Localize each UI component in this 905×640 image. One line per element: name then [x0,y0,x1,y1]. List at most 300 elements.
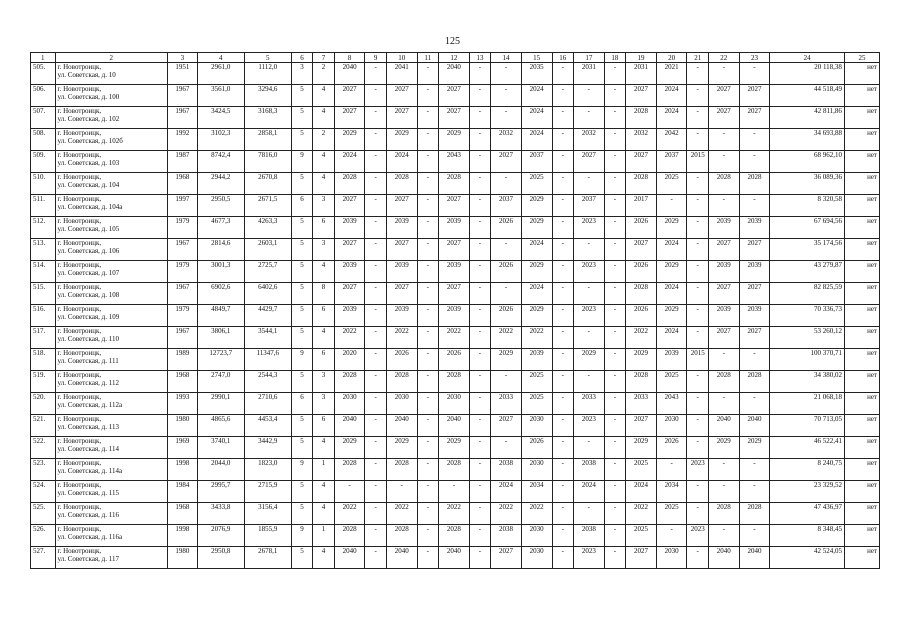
data-cell: - [365,129,386,151]
data-cell: 2040 [334,415,365,437]
data-cell: 2671,5 [244,195,291,217]
data-cell: 2030 [334,393,365,415]
data-cell: 2034 [521,481,552,503]
data-cell: 2029 [521,305,552,327]
data-cell: - [469,283,490,305]
data-cell: - [604,217,625,239]
data-cell: - [604,349,625,371]
data-cell: 2038 [491,525,522,547]
data-cell: 2029 [334,437,365,459]
address-cell [55,415,168,437]
status-cell: нет [844,547,879,569]
data-cell: 2022 [626,327,657,349]
data-cell: 2029 [521,195,552,217]
data-cell: 2814,6 [197,239,244,261]
data-cell: 2038 [491,459,522,481]
data-cell: 2025 [626,459,657,481]
data-cell: 2040 [334,63,365,85]
data-cell: - [739,151,770,173]
data-cell: - [604,437,625,459]
data-cell: 2029 [626,349,657,371]
table-row [31,195,880,217]
data-cell: 2032 [626,129,657,151]
data-cell: - [469,129,490,151]
data-cell: - [469,349,490,371]
data-cell: 2022 [521,327,552,349]
data-cell: - [604,503,625,525]
data-cell: 2026 [656,437,687,459]
amount-cell: 82 825,59 [770,283,845,305]
data-cell: - [573,239,604,261]
data-cell: 2027 [739,107,770,129]
data-cell: 2028 [439,525,470,547]
address-cell [55,217,168,239]
data-cell: 2022 [491,327,522,349]
address-city: г. Новотроицк, [57,393,102,401]
data-cell: 1993 [168,393,198,415]
table-row [31,459,880,481]
data-cell: - [552,327,573,349]
data-cell: - [604,305,625,327]
data-cell: 2026 [491,261,522,283]
address-cell [55,63,168,85]
data-cell: 2950,8 [197,547,244,569]
data-cell: - [365,349,386,371]
column-header: 5 [244,53,291,63]
address-city: г. Новотроицк, [57,85,102,93]
data-cell: - [573,327,604,349]
data-cell: - [604,85,625,107]
data-cell: 6402,6 [244,283,291,305]
address-street: ул. Советская, д. 100 [57,93,120,101]
data-cell: 2022 [439,327,470,349]
data-cell: 2029 [521,261,552,283]
data-cell: 1823,0 [244,459,291,481]
data-cell: - [469,107,490,129]
row-number: 527. [31,547,56,569]
data-cell: 2028 [626,107,657,129]
data-cell: 4 [313,173,334,195]
table-row [31,217,880,239]
data-cell: 2039 [334,217,365,239]
address-street: ул. Советская, д. 103 [57,159,120,167]
data-cell: 2017 [626,195,657,217]
data-cell: - [365,481,386,503]
amount-cell: 42 811,86 [770,107,845,129]
column-header: 18 [604,53,625,63]
data-cell: - [417,481,438,503]
table-row [31,261,880,283]
data-cell: - [469,327,490,349]
address-cell [55,195,168,217]
data-cell: 2028 [334,173,365,195]
address-cell [55,327,168,349]
data-cell: 2028 [708,371,739,393]
data-cell: 2678,1 [244,547,291,569]
data-cell: - [552,107,573,129]
data-cell: - [739,525,770,547]
data-cell: 2024 [656,239,687,261]
data-cell: - [491,239,522,261]
data-cell: - [365,85,386,107]
status-cell: нет [844,239,879,261]
data-cell: 2040 [386,547,417,569]
data-cell: - [469,85,490,107]
data-cell: 2026 [439,349,470,371]
data-cell: 1979 [168,261,198,283]
data-cell: - [552,371,573,393]
address-cell [55,525,168,547]
column-header: 21 [687,53,708,63]
data-cell: 2039 [739,305,770,327]
data-cell: 2038 [573,525,604,547]
data-cell: 2027 [386,85,417,107]
data-cell: 2028 [439,173,470,195]
data-cell: 2033 [573,393,604,415]
data-cell: 5 [291,261,312,283]
data-cell: - [573,85,604,107]
data-cell: 2028 [739,173,770,195]
data-cell: 1989 [168,349,198,371]
data-cell: - [417,371,438,393]
data-cell: 2024 [521,107,552,129]
data-cell: 2039 [386,261,417,283]
data-cell: - [708,151,739,173]
data-cell: 2040 [708,547,739,569]
data-cell: 2670,8 [244,173,291,195]
data-cell: - [469,63,490,85]
data-cell: - [552,217,573,239]
data-cell: 2039 [334,305,365,327]
data-cell: 1984 [168,481,198,503]
data-cell: - [469,173,490,195]
data-cell: 2029 [626,437,657,459]
status-cell: нет [844,525,879,547]
data-cell: 5 [291,129,312,151]
column-header: 1 [31,53,56,63]
data-cell: 2039 [386,217,417,239]
table-row [31,525,880,547]
data-cell: 2037 [491,195,522,217]
data-cell: - [552,305,573,327]
data-cell: 2029 [439,437,470,459]
data-cell: 2037 [573,195,604,217]
data-cell: 2022 [439,503,470,525]
data-cell: 2025 [521,173,552,195]
data-cell: 2950,5 [197,195,244,217]
data-cell: - [417,393,438,415]
status-cell: нет [844,151,879,173]
data-cell: - [552,349,573,371]
data-cell: - [365,503,386,525]
address-street: ул. Советская, д. 105 [57,225,120,233]
amount-cell: 42 524,05 [770,547,845,569]
data-cell: 4 [313,151,334,173]
status-cell: нет [844,195,879,217]
data-cell: 2026 [491,305,522,327]
data-cell: 2725,7 [244,261,291,283]
data-cell: 2026 [626,217,657,239]
data-cell: 6 [313,415,334,437]
data-cell: 2042 [656,129,687,151]
data-cell: 1951 [168,63,198,85]
data-cell: - [604,371,625,393]
data-cell: 5 [291,437,312,459]
address-street: ул. Советская, д. 109 [57,313,120,321]
data-cell: 3 [291,63,312,85]
address-city: г. Новотроицк, [57,349,102,357]
data-cell: 2040 [739,415,770,437]
data-cell: 2039 [739,261,770,283]
address-city: г. Новотроицк, [57,129,102,137]
data-cell: 1967 [168,85,198,107]
data-cell: 6 [313,349,334,371]
data-cell: 2030 [521,547,552,569]
data-cell: - [491,437,522,459]
amount-cell: 34 693,88 [770,129,845,151]
data-cell: 2035 [521,63,552,85]
table-row [31,151,880,173]
data-cell: 2028 [386,459,417,481]
column-header: 2 [55,53,168,63]
data-cell: 3424,5 [197,107,244,129]
address-street: ул. Советская, д. 106 [57,247,120,255]
data-cell: - [604,63,625,85]
address-city: г. Новотроицк, [57,151,102,159]
data-cell: 2027 [626,239,657,261]
data-cell: 1998 [168,525,198,547]
data-cell: 1 [313,459,334,481]
data-cell: 2028 [739,503,770,525]
data-cell: 2029 [739,437,770,459]
data-cell: - [687,371,708,393]
status-cell: нет [844,415,879,437]
data-cell: - [491,371,522,393]
data-cell: 2021 [656,63,687,85]
data-cell: 4 [313,547,334,569]
data-cell: - [417,107,438,129]
address-city: г. Новотроицк, [57,459,102,467]
data-cell: 2040 [739,547,770,569]
data-cell: 2027 [708,327,739,349]
table-row [31,547,880,569]
data-cell: - [469,503,490,525]
amount-cell: 8 348,45 [770,525,845,547]
address-city: г. Новотроицк, [57,305,102,313]
data-cell: - [386,481,417,503]
data-cell: 2022 [334,327,365,349]
data-cell: - [417,349,438,371]
data-cell: 2 [313,63,334,85]
data-cell: - [573,107,604,129]
data-cell: - [552,85,573,107]
data-cell: - [604,525,625,547]
data-cell: - [417,503,438,525]
address-cell [55,547,168,569]
data-cell: 2040 [334,547,365,569]
amount-cell: 34 380,02 [770,371,845,393]
data-cell: 2028 [626,173,657,195]
data-cell: 3442,9 [244,437,291,459]
data-cell: 5 [291,503,312,525]
data-cell: - [491,85,522,107]
data-cell: 1112,0 [244,63,291,85]
data-cell: - [687,547,708,569]
address-cell [55,459,168,481]
data-cell: - [573,371,604,393]
data-cell: 2028 [708,173,739,195]
column-header: 6 [291,53,312,63]
data-cell: 2715,9 [244,481,291,503]
data-cell: - [552,283,573,305]
data-cell: 2030 [656,547,687,569]
amount-cell: 46 522,41 [770,437,845,459]
status-cell: нет [844,129,879,151]
data-cell: 1979 [168,217,198,239]
data-cell: 1980 [168,547,198,569]
table-row [31,239,880,261]
address-street: ул. Советская, д. 116 [57,511,119,519]
address-street: ул. Советская, д. 102б [57,137,123,145]
status-cell: нет [844,459,879,481]
data-cell: - [573,503,604,525]
data-cell: - [365,371,386,393]
data-cell: - [365,525,386,547]
data-cell: 2027 [386,239,417,261]
data-cell: 2033 [626,393,657,415]
address-city: г. Новотроицк, [57,173,102,181]
data-cell: - [469,195,490,217]
data-cell: 2028 [708,503,739,525]
amount-cell: 53 260,12 [770,327,845,349]
data-cell: - [739,481,770,503]
amount-cell: 70 713,05 [770,415,845,437]
data-cell: 2030 [521,459,552,481]
data-cell: 2027 [739,239,770,261]
column-header: 19 [626,53,657,63]
data-cell: - [469,547,490,569]
data-cell: - [604,129,625,151]
data-cell: 2028 [386,371,417,393]
data-cell: - [469,393,490,415]
data-cell: 2023 [573,217,604,239]
data-cell: 4453,4 [244,415,291,437]
column-header: 24 [770,53,845,63]
data-cell: 3156,4 [244,503,291,525]
table-row [31,63,880,85]
data-cell: 2027 [491,547,522,569]
row-number: 507. [31,107,56,129]
data-cell: - [687,107,708,129]
data-cell: - [604,327,625,349]
data-cell: 2024 [386,151,417,173]
column-header: 17 [573,53,604,63]
data-cell: 2030 [521,415,552,437]
data-cell: - [552,261,573,283]
data-cell: 2029 [439,129,470,151]
data-cell: - [552,503,573,525]
data-cell: 5 [291,305,312,327]
address-city: г. Новотроицк, [57,239,102,247]
data-cell: 4849,7 [197,305,244,327]
data-cell: - [417,63,438,85]
data-cell: 5 [291,85,312,107]
table-row [31,283,880,305]
data-cell: - [469,525,490,547]
data-cell: - [469,415,490,437]
data-cell: 2025 [521,393,552,415]
data-cell: - [439,481,470,503]
data-cell: - [604,173,625,195]
row-number: 508. [31,129,56,151]
data-cell: 5 [291,415,312,437]
data-cell: 2027 [386,107,417,129]
data-cell: - [552,459,573,481]
table-row [31,327,880,349]
column-number-row [31,53,880,63]
row-number: 523. [31,459,56,481]
data-cell: 2023 [573,261,604,283]
row-number: 516. [31,305,56,327]
data-cell: 2023 [687,525,708,547]
data-cell: - [417,239,438,261]
data-cell: 1967 [168,239,198,261]
address-cell [55,129,168,151]
address-cell [55,85,168,107]
data-cell: - [365,261,386,283]
amount-cell: 70 336,73 [770,305,845,327]
data-cell: 2027 [573,151,604,173]
status-cell: нет [844,327,879,349]
column-header: 7 [313,53,334,63]
data-cell: 2029 [656,305,687,327]
amount-cell: 8 240,75 [770,459,845,481]
column-header: 22 [708,53,739,63]
data-cell: 2034 [656,481,687,503]
data-cell: - [365,415,386,437]
data-cell: - [708,481,739,503]
data-cell: - [552,437,573,459]
data-cell: 4 [313,107,334,129]
data-cell: - [552,195,573,217]
address-cell [55,173,168,195]
data-cell: 4 [313,503,334,525]
data-cell: - [365,393,386,415]
address-cell [55,305,168,327]
table-row [31,129,880,151]
data-cell: 2027 [708,85,739,107]
data-cell: - [417,327,438,349]
data-cell: - [708,525,739,547]
data-cell: 2024 [626,481,657,503]
data-cell: - [417,305,438,327]
status-cell: нет [844,261,879,283]
address-street: ул. Советская, д. 110 [57,335,119,343]
data-cell: 3 [313,393,334,415]
data-cell: 1967 [168,327,198,349]
status-cell: нет [844,85,879,107]
data-cell: - [365,173,386,195]
data-cell: 8 [313,283,334,305]
data-cell: 2024 [491,481,522,503]
data-cell: 2026 [386,349,417,371]
data-cell: - [687,503,708,525]
data-cell: 2944,2 [197,173,244,195]
data-cell: - [365,305,386,327]
data-cell: - [708,195,739,217]
data-cell: 2022 [491,503,522,525]
data-cell: 2029 [708,437,739,459]
